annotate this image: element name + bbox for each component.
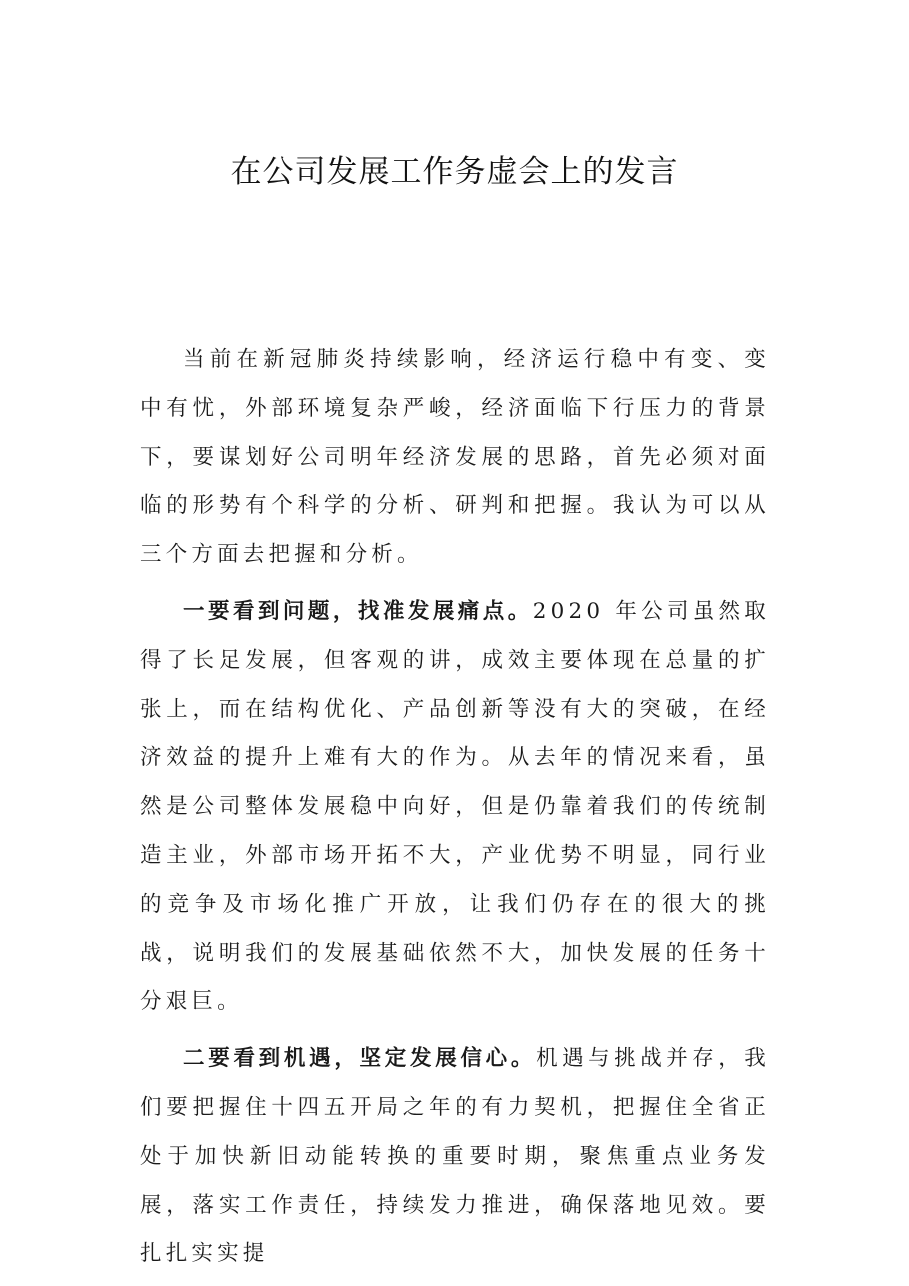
document-title: 在公司发展工作务虚会上的发言 — [230, 154, 679, 190]
paragraph-heading: 二要看到机遇，坚定发展信心。 — [183, 1046, 537, 1072]
paragraph-text: 当前在新冠肺炎持续影响，经济运行稳中有变、变中有忧，外部环境复杂严峻，经济面临下行压力的背景下，要谋划好公司明年经济发展的思路，首先必须对面临的形势有个科学的分析、研判和把握。我认为可以从三个方面去把握和分析。 — [140, 347, 770, 568]
document-body — [140, 336, 770, 1279]
paragraph-intro — [140, 336, 770, 580]
paragraph-text: 2020 年公司虽然取得了长足发展，但客观的讲，成效主要体现在总量的扩张上，而在结构优化、产品创新等没有大的突破，在经济效益的提升上难有大的作为。从去年的情况来看，虽然是公司整体发展稳中向好，但是仍靠着我们的传统制造主业，外部市场开拓不大，产业优势不明显，同行业的竞争及市场化推广开放，让我们仍存在的很大的挑战，说明我们的发展基础依然不大，加快发展的任务十分艰巨。 — [140, 598, 770, 1015]
paragraph-problems — [140, 588, 770, 1027]
paragraph-heading: 一要看到问题，找准发展痛点。 — [183, 598, 533, 624]
paragraph-text: 机遇与挑战并存，我们要把握住十四五开局之年的有力契机，把握住全省正处于加快新旧动能转换的重要时期，聚焦重点业务发展，落实工作责任，持续发力推进，确保落地见效。要扎扎实实提 — [140, 1046, 770, 1267]
paragraph-opportunities — [140, 1035, 770, 1279]
